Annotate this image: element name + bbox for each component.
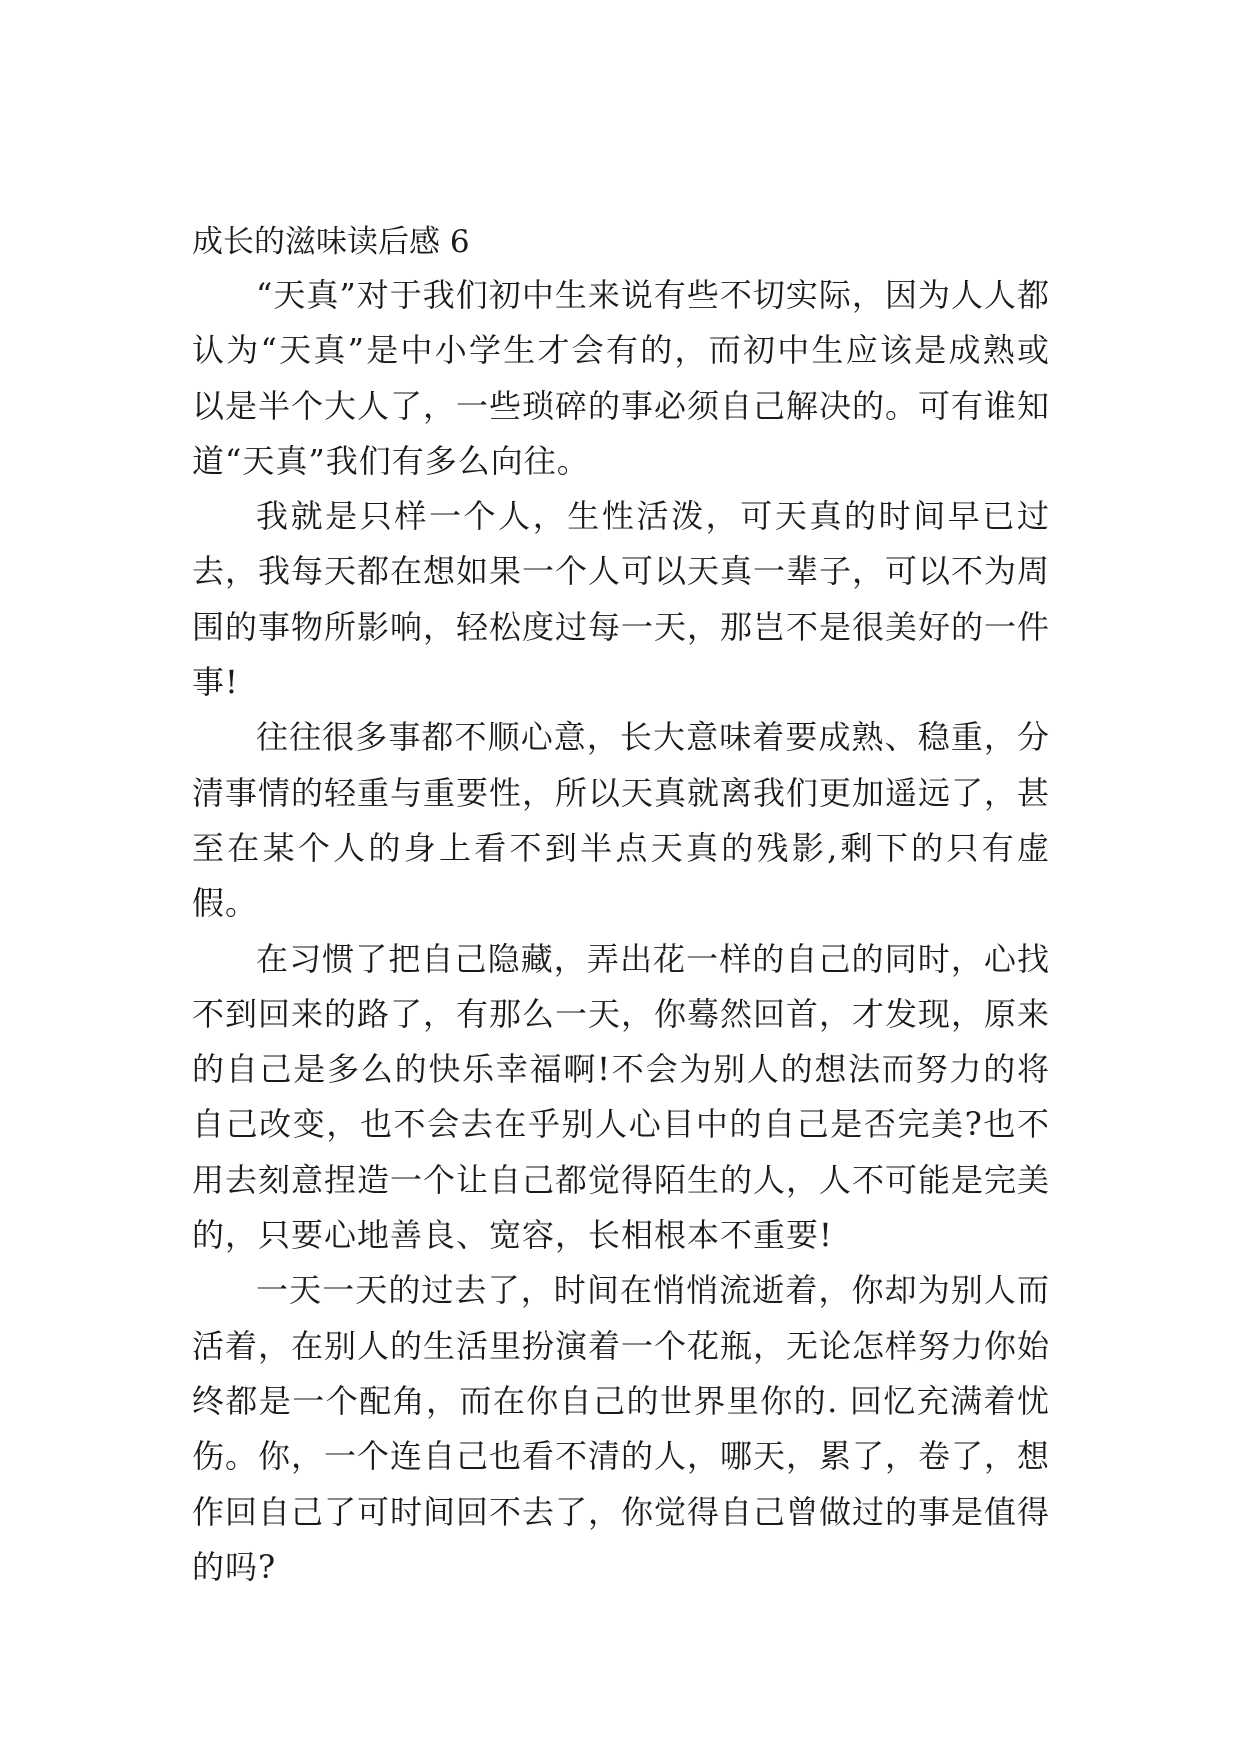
paragraph-3: 往往很多事都不顺心意，长大意味着要成熟、稳重，分清事情的轻重与重要性，所以天真就离我们更加遥远了，甚至在某个人的身上看不到半点天真的残影,剩下的只有虚假。: [192, 718, 1051, 923]
paragraph-5: 一天一天的过去了，时间在悄悄流逝着，你却为别人而活着，在别人的生活里扮演着一个花瓶，无论怎样努力你始终都是一个配角，而在你自己的世界里你的. 回忆充满着忧伤。你，一个连自己也看不清的人，哪天，累了，卷了，想作回自己了可时间回不去了，你觉得自己曾做过的事是值得的吗?: [192, 1271, 1051, 1586]
document-title: 成长的滋味读后感 6: [192, 224, 470, 260]
paragraph-1: “天真”对于我们初中生来说有些不切实际，因为人人都认为“天真”是中小学生才会有的，而初中生应该是成熟或以是半个大人了，一些琐碎的事必须自己解决的。可有谁知道“天真”我们有多么向往。: [192, 276, 1051, 480]
document-body: [192, 222, 1050, 1595]
paragraph-2: 我就是只样一个人，生性活泼，可天真的时间早已过去，我每天都在想如果一个人可以天真一辈子，可以不为周围的事物所影响，轻松度过每一天，那岂不是很美好的一件事!: [192, 497, 1051, 702]
paragraph-4: 在习惯了把自己隐藏，弄出花一样的自己的同时，心找不到回来的路了，有那么一天，你蓦然回首，才发现，原来的自己是多么的快乐幸福啊!不会为别人的想法而努力的将自己改变，也不会去在乎别人心目中的自己是否完美?也不用去刻意捏造一个让自己都觉得陌生的人，人不可能是完美的，只要心地善良、宽容，长相根本不重要!: [192, 939, 1051, 1255]
